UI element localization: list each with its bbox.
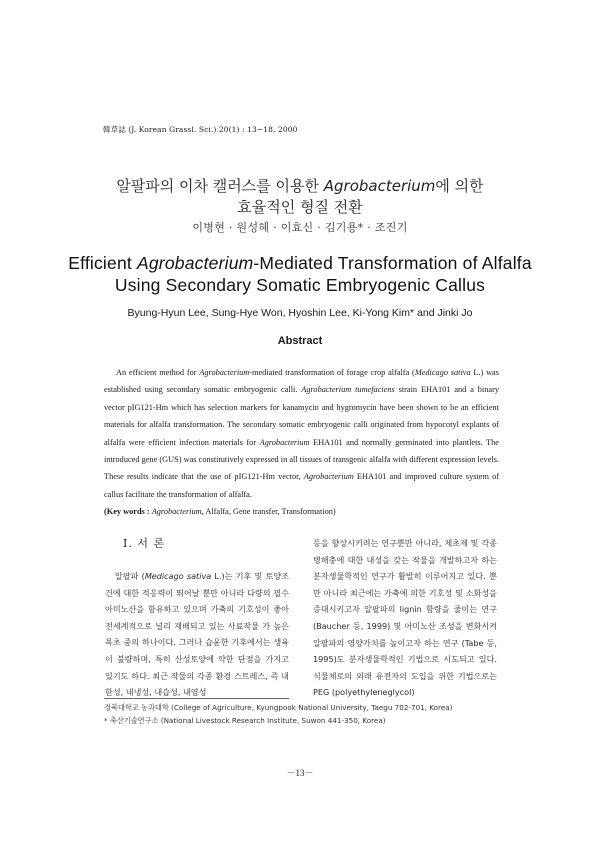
intro-right-column — [313, 535, 497, 701]
korean-authors: 이병현 · 원성혜 · 이효신 · 김기용* · 조진기 — [192, 221, 408, 234]
english-title-line1 — [0, 253, 600, 274]
section-heading-introduction: I. 서 론 — [123, 537, 166, 550]
english-title-line2: Using Secondary Somatic Embryogenic Callus — [114, 275, 486, 295]
korean-title-text-end: 에 의한 — [435, 177, 484, 195]
footnote-affiliation-1: 경북대학교 농과대학 (College of Agriculture, Kyungpook National University, Taegu 702-701, Korea) — [104, 703, 453, 712]
intro-left-column — [105, 568, 289, 701]
footnote-affiliation-2: * 축산기술연구소 (National Livestock Research Institute, Suwon 441-350, Korea) — [104, 716, 386, 725]
keywords: (Key words : Agrobacterium, Alfalfa, Gene transfer, Transformation) — [104, 507, 336, 517]
abstract-heading: Abstract — [277, 335, 323, 347]
english-title-text-end: -Mediated Transformation of Alfalfa — [253, 253, 532, 273]
journal-citation: 韓草誌 (J. Korean Grassl. Sci.) 20(1) : 13~18, 2000 — [103, 125, 298, 134]
english-title-text: Efficient — [68, 253, 137, 273]
korean-title-text: 알팔파의 이차 캘러스를 이용한 — [116, 177, 324, 195]
page-number: －13－ — [286, 768, 314, 778]
korean-title-line1 — [0, 175, 600, 196]
english-title-italic: Agrobacterium — [137, 253, 254, 273]
korean-title-italic: Agrobacterium — [323, 177, 436, 195]
intro-right-paragraph: 등을 향상시키려는 연구뿐만 아니라, 제초제 및 각종 병해충에 대한 내성을 갖는 작물을 개발하고자 하는 분자생물학적인 연구가 활발히 이루어지고 있다. 뿐만 아니라 최근에는 가축에 의한 기호성 및 소화성을 증대시키고자 알팔파의 lignin 함량을 줄이는 연구 (Baucher 등, 1999) 및 아미노산 조성을 변화시켜 알팔파의 영양가치를 높이고자 하는 연구 (Tabe 등, 1995)도 분자생물학적인 기법으로 시도되고 있다. 식물체로의 외래 유전자의 도입을 위한 기법으로는 PEG (polyethyleneglycol) — [313, 538, 497, 698]
intro-left-paragraph: 알팔파 (Medicago sativa L.)는 기후 및 토양조건에 대한 적응력이 뛰어날 뿐만 아니라 다량의 필수 아미노산을 함유하고 있으며 가축의 기호성이 좋아 전세계적으로 널리 재배되고 있는 사료작물 가 높은 목초 중의 하나이다. 그러나 습윤한 기후에서는 생육이 불량하며, 특히 산성토양에 약한 단점을 가지고 있기도 하다. 최근 작물의 각종 환경 스트레스, 즉 내한성, 내냉성, 내습성, 내염성 — [105, 571, 290, 698]
korean-title-line2: 효율적인 형질 전환 — [237, 198, 363, 216]
abstract-body — [104, 364, 499, 521]
english-authors: Byung-Hyun Lee, Sung-Hye Won, Hyoshin Lee, Ki-Yong Kim* and Jinki Jo — [127, 307, 473, 319]
keywords-label: (Key words : — [104, 507, 152, 517]
abstract-paragraph: An efficient method for Agrobacterium-mediated transformation of forage crop alfalfa (Medicago sativa L.) was established using secondary somatic embryogenic calli. Agrobacterium tumefaciens strain EHA101 and a binary vector pIG121-Hm which has selection markers for kanamycin and hygromycin have been shown to be an efficient materials for alfalfa transformation. The secondary somatic embryogenic calli originated from hypocotyl explants of alfalfa were efficient infection materials for Agrobacterium EHA101 and normally germinated into plantlets. The introduced gene (GUS) was constitutively expressed in all tissues of transgenic alfalfa with different expression levels. These results indicate that the use of pIG121-Hm vector, Agrobacterium EHA101 and improved culture system of callus facilitate the transformation of alfalfa. — [104, 368, 499, 499]
footnote-divider — [104, 698, 289, 699]
